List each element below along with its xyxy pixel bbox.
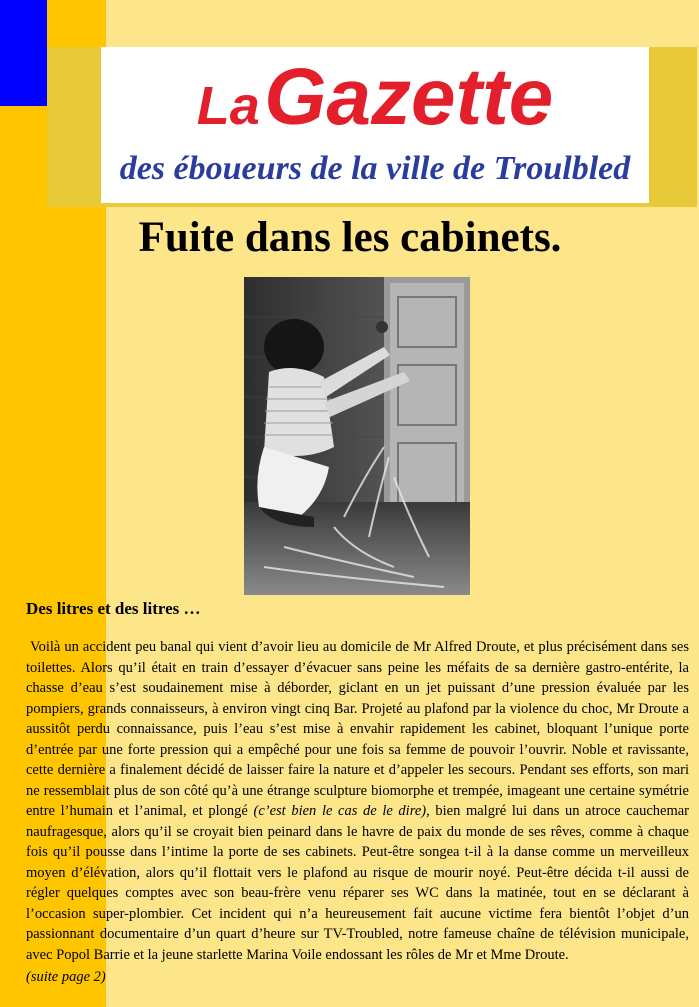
article-body-aside: (c’est bien le cas de le dire) [253,803,427,819]
article-body-part-2: , bien malgré lui dans un atroce cauchemar naufragesque, alors qu’il se croyait bien peinard dans le havre de paix du monde de ses rêves, comme à chaque fois qu’il pousse dans l’intime la porte de ses cabinets. Peut-être songea t-il à la danse comme un merveilleux moyen d’élévation, alors qu’il flottait vers le plafond au risque de mourir noyé. Peut-être décida t-il aussi de régler quelques comptes avec son beau-frère venu réparer ses WC dans la matinée, tout en se déclarant à l’occasion super-plombier. Cet incident qui n’a heureusement fait aucune victime fera bientôt l’objet d’un passionnant documentaire d’un quart d’heure sur TV-Troubled, notre fameuse chaîne de télévision municipale, avec Popol Barrie et la jeune starlette Marina Voile endossant les rôles de Mr et Mme Droute. [26,803,689,963]
masthead-title [101,52,649,141]
article-body [26,637,689,965]
blue-corner-square [0,0,47,106]
continuation-link[interactable]: (suite page 2) [26,969,106,985]
masthead-subtitle: des éboueurs de la ville de Troulbled [119,150,631,187]
masthead-title-la: La [196,76,260,136]
article-subhead: Des litres et des litres … [26,599,201,618]
article-body-part-1: Voilà un accident peu banal qui vient d’avoir lieu au domicile de Mr Alfred Droute, et plus précisément dans ses toilettes. Alors qu’il était en train d’essayer d’évacuer sans peine les méfaits de sa dernière gastro-entérite, la chasse d’eau s’est soudainement mise à déborder, giclant en un jet puissant d’une pression évaluée par les pompiers, grands connaisseurs, à environ vingt cinq Bar. Projeté au plafond par la violence du choc, Mr Droute a aussitôt perdu connaissance, puis l’eau s’est mise à envahir rapidement les cabinet, bloquant l’unique porte d’entrée par une forte pression qui a empêché pour une fois sa femme de pouvoir l’ouvrir. Noble et ravissante, cette dernière a finalement décidé de laisser faire la nature et d’appeler les secours. Pendant ses efforts, son mari ne ressemblait plus de son côté qu’à une étrange sculpture biomorphe et trempée, imageant une certaine symétrie entre l’humain et l’animal, et plongé [26,639,689,819]
masthead [101,47,649,203]
article-headline: Fuite dans les cabinets. [138,214,562,261]
masthead-title-gazette: Gazette [264,52,554,141]
photo-woman-flooded-door-icon [244,277,470,595]
